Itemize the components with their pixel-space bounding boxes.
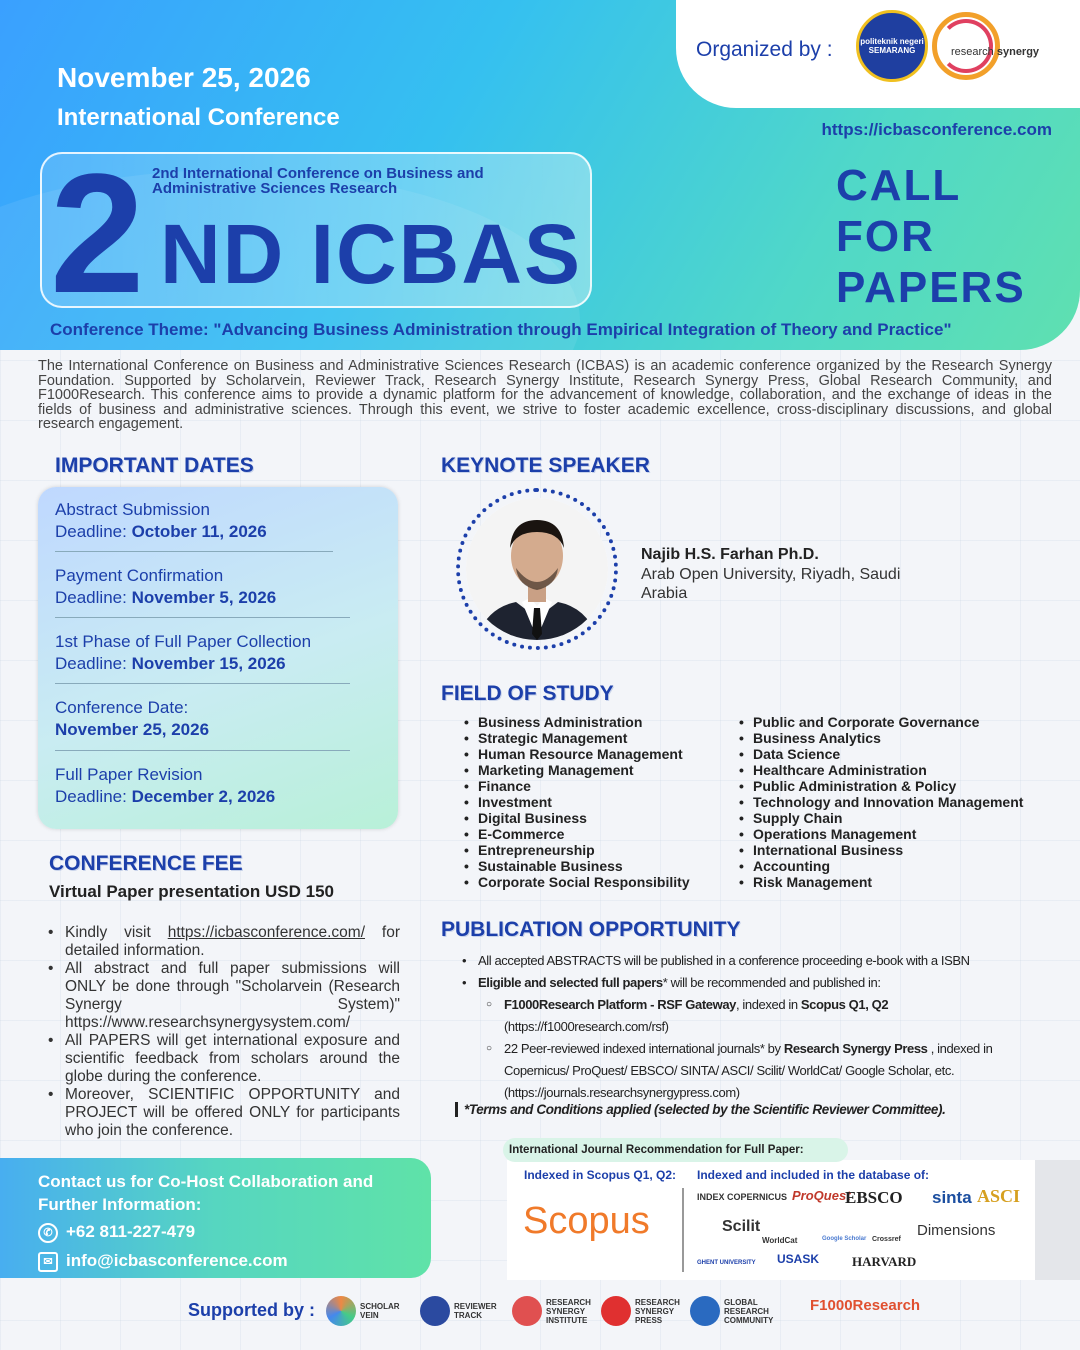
scopus-logo: Scopus xyxy=(523,1200,650,1242)
event-type: International Conference xyxy=(57,104,340,131)
website-link[interactable]: https://icbasconference.com xyxy=(821,120,1052,139)
field-item: • Public and Corporate Governance xyxy=(737,714,1023,730)
terms-note: *Terms and Conditions applied (selected by the Scientific Reviewer Committee). xyxy=(455,1102,945,1117)
date-item: Abstract Submission Deadline: October 11, 2026 xyxy=(55,500,267,541)
field-of-study-heading: FIELD OF STUDY xyxy=(441,682,614,705)
worldcat-logo: WorldCat xyxy=(762,1236,798,1245)
field-item: • Entrepreneurship xyxy=(462,842,690,858)
f1000research-logo: F1000Research xyxy=(810,1297,921,1314)
whatsapp-icon: ✆ xyxy=(38,1223,58,1243)
journals-link[interactable]: (https://journals.researchsynergypress.com) xyxy=(504,1085,740,1100)
field-item: • International Business xyxy=(737,842,1023,858)
asci-logo: ASCI xyxy=(977,1186,1021,1206)
contact-title: Contact us for Co-Host Collaboration and Further Information: xyxy=(38,1172,374,1214)
list-item: • All PAPERS will get international exposure and scientific feedback from scholars around the globe during the conference. xyxy=(48,1032,400,1086)
list-item: • Eligible and selected full papers* will be recommended and published in: xyxy=(456,972,1066,994)
fee-list xyxy=(48,924,400,1140)
divider xyxy=(55,617,350,618)
database-heading: Indexed and included in the database of: xyxy=(697,1168,930,1182)
dimensions-logo: Dimensions xyxy=(917,1222,996,1239)
google-scholar-logo: Google Scholar xyxy=(822,1236,867,1242)
conference-title: ND ICBAS xyxy=(160,207,583,301)
journal-recommendation-tag: International Journal Recommendation for Full Paper: xyxy=(503,1138,848,1162)
f1000-link[interactable]: (https://f1000research.com/rsf) xyxy=(504,1019,669,1034)
publication-heading: PUBLICATION OPPORTUNITY xyxy=(441,918,741,941)
list-item: • All accepted ABSTRACTS will be published in a conference proceeding e-book with a ISBN xyxy=(456,950,1066,972)
field-item: • Digital Business xyxy=(462,810,690,826)
field-item: • Risk Management xyxy=(737,874,1023,890)
intro-paragraph: The International Conference on Business and Administrative Sciences Research (ICBAS) is an academic conference organized by the Research Synergy Foundation. Supported by Scholarvein, Reviewer Track, Research Synergy Institute, Research Synergy Press, Global Research Community, and F1000Research. This conference aims to provide a dynamic platform for the advancement of knowledge, collaboration, and the exchange of ideas in the fields of business and administrative sciences. Through this event, we strive to foster academic excellence, cross-disciplinary discussions, and global research engagement. xyxy=(38,358,1052,432)
journal-panel xyxy=(507,1160,1035,1280)
field-item: • Accounting xyxy=(737,858,1023,874)
divider xyxy=(55,551,333,552)
title-box xyxy=(40,139,592,329)
field-item: • Sustainable Business xyxy=(462,858,690,874)
field-item: • Operations Management xyxy=(737,826,1023,842)
email-row[interactable] xyxy=(38,1251,288,1272)
scholarvein-logo: SCHOLAR VEIN xyxy=(326,1296,408,1326)
database-list-text: Copernicus/ ProQuest/ EBSCO/ SINTA/ ASCI/ Scilit/ WorldCat/ Google Scholar, etc. xyxy=(504,1063,955,1078)
call-for-papers xyxy=(836,160,1026,313)
list-item: ○ F1000Research Platform - RSF Gateway, indexed in Scopus Q1, Q2 xyxy=(456,994,1066,1016)
global-research-community-logo: GLOBAL RESEARCH COMMUNITY xyxy=(690,1296,804,1326)
harvard-logo: HARVARD xyxy=(852,1254,917,1269)
supported-by-label: Supported by : xyxy=(188,1300,315,1320)
speaker-affiliation: Arab Open University, Riyadh, Saudi Arabia xyxy=(641,566,901,602)
date-item: Full Paper Revision Deadline: December 2, 2026 xyxy=(55,765,276,806)
field-item: • Healthcare Administration xyxy=(737,762,1023,778)
date-item: Payment Confirmation Deadline: November 5, 2026 xyxy=(55,566,277,607)
list-item: ○ 22 Peer-reviewed indexed international journals* by Research Synergy Press , indexed in xyxy=(456,1038,1066,1060)
date-item: 1st Phase of Full Paper Collection Deadline: November 15, 2026 xyxy=(55,632,312,673)
field-item: • Marketing Management xyxy=(462,762,690,778)
publication-list xyxy=(456,950,1066,1104)
field-item: • E-Commerce xyxy=(462,826,690,842)
organizer-box xyxy=(676,0,1080,108)
phone-number: +62 811-227-479 xyxy=(66,1222,196,1241)
field-item: • Strategic Management xyxy=(462,730,690,746)
list-item: • All abstract and full paper submissions will ONLY be done through "Scholarvein (Research Synergy System)" https://www.researchsynergysystem.com/ xyxy=(48,960,400,1032)
ghent-logo: GHENT UNIVERSITY xyxy=(697,1260,756,1266)
field-item: • Data Science xyxy=(737,746,1023,762)
conference-subtitle: 2nd International Conference on Business and Administrative Sciences Research xyxy=(152,165,484,197)
field-item: • Finance xyxy=(462,778,690,794)
email-address: info@icbasconference.com xyxy=(66,1251,288,1270)
sinta-logo: sinta xyxy=(932,1188,972,1207)
list-item: • Kindly visit https://icbasconference.com/ for detailed information. xyxy=(48,924,400,960)
field-item: • Business Analytics xyxy=(737,730,1023,746)
divider xyxy=(682,1188,684,1272)
proquest-logo: ProQuest xyxy=(792,1188,851,1203)
usask-logo: USASK xyxy=(777,1252,820,1266)
index-copernicus-logo: INDEX COPERNICUS xyxy=(697,1192,788,1202)
date-item: Conference Date: November 25, 2026 xyxy=(55,698,210,739)
field-item: • Public Administration & Policy xyxy=(737,778,1023,794)
big-number: 2 xyxy=(50,139,141,329)
cfp-line: CALL xyxy=(836,161,962,210)
divider xyxy=(55,683,350,684)
ebsco-logo: EBSCO xyxy=(845,1188,903,1207)
cfp-line: PAPERS xyxy=(836,263,1026,312)
field-item: • Technology and Innovation Management xyxy=(737,794,1023,810)
field-list-col1 xyxy=(462,714,690,890)
contact-box xyxy=(0,1158,431,1278)
field-item: • Business Administration xyxy=(462,714,690,730)
scopus-heading: Indexed in Scopus Q1, Q2: xyxy=(524,1168,677,1182)
conference-fee-heading: CONFERENCE FEE xyxy=(49,852,243,875)
crossref-logo: Crossref xyxy=(872,1236,901,1243)
cfp-line: FOR xyxy=(836,212,935,261)
rs-institute-logo: RESEARCH SYNERGY INSTITUTE xyxy=(512,1296,596,1326)
polytechnic-logo: politeknik negeri SEMARANG xyxy=(856,10,928,82)
conference-theme: Conference Theme: "Advancing Business Administration through Empirical Integration of Theory and Practice" xyxy=(50,320,952,339)
organized-by-label: Organized by : xyxy=(696,38,833,61)
conference-date: November 25, 2026 xyxy=(57,62,311,93)
fee-title: Virtual Paper presentation USD 150 xyxy=(49,882,335,901)
scilit-logo: Scilit xyxy=(722,1218,761,1235)
research-synergy-logo-text: research synergy xyxy=(951,46,1040,58)
reviewer-track-logo: REVIEWER TRACK xyxy=(420,1296,502,1326)
field-list-col2 xyxy=(737,714,1023,890)
speaker-photo xyxy=(466,498,608,640)
list-item: • Moreover, SCIENTIFIC OPPORTUNITY and PROJECT will be offered ONLY for participants who join the conference. xyxy=(48,1086,400,1140)
decorative-side-panel xyxy=(1035,1160,1080,1280)
field-item: • Corporate Social Responsibility xyxy=(462,874,690,890)
field-item: • Investment xyxy=(462,794,690,810)
fee-website-link[interactable]: https://icbasconference.com/ xyxy=(167,924,365,941)
speaker-name: Najib H.S. Farhan Ph.D. xyxy=(641,546,819,563)
phone-row[interactable] xyxy=(38,1222,195,1243)
divider xyxy=(55,750,350,751)
field-item: • Supply Chain xyxy=(737,810,1023,826)
email-icon: ✉ xyxy=(38,1252,58,1272)
keynote-heading: KEYNOTE SPEAKER xyxy=(441,454,650,477)
important-dates-heading: IMPORTANT DATES xyxy=(55,454,254,477)
important-dates-box xyxy=(38,487,398,829)
field-item: • Human Resource Management xyxy=(462,746,690,762)
rs-press-logo: RESEARCH SYNERGY PRESS xyxy=(601,1296,687,1326)
